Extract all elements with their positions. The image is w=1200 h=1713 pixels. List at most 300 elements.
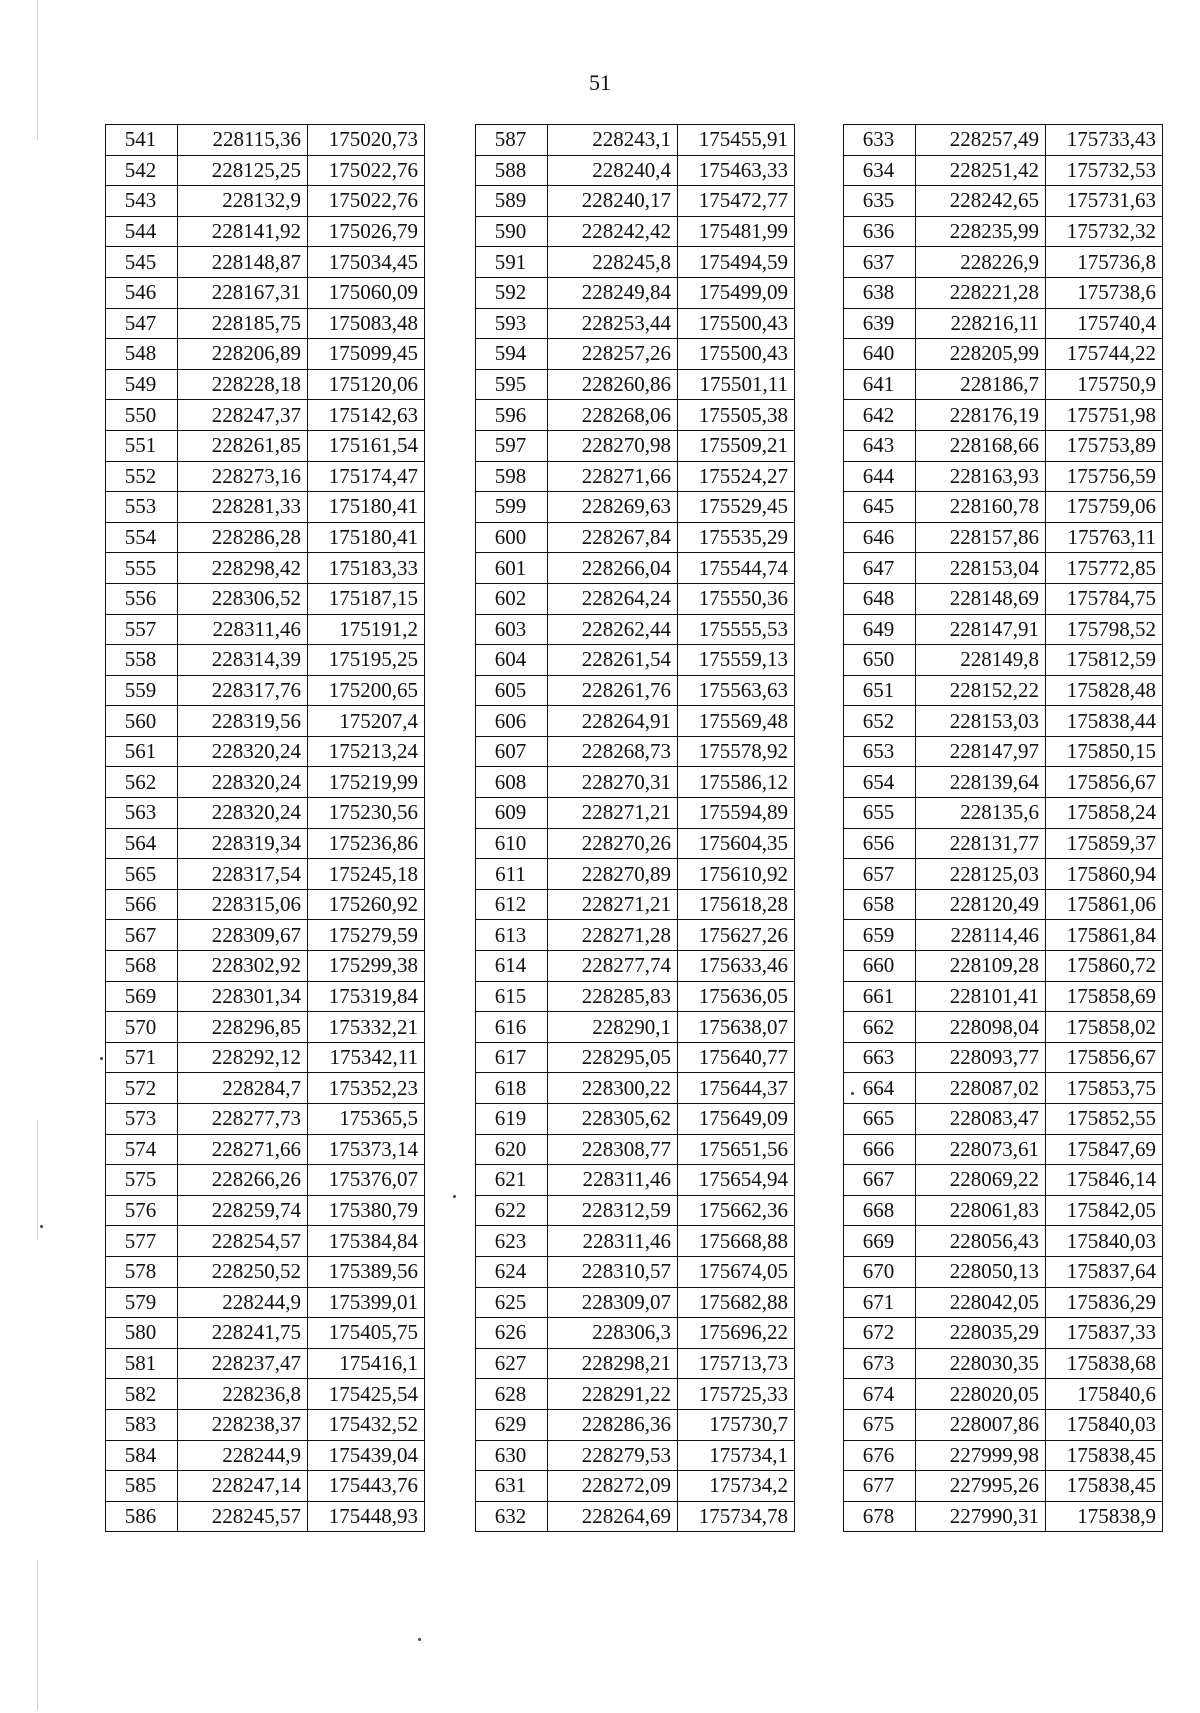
x-coordinate-cell: 228320,24 [178, 798, 308, 829]
x-coordinate-cell: 228301,34 [178, 981, 308, 1012]
point-number-cell: 650 [844, 645, 916, 676]
x-coordinate-cell: 228290,1 [548, 1012, 678, 1043]
point-number-cell: 604 [476, 645, 548, 676]
y-coordinate-cell: 175472,77 [678, 186, 795, 217]
point-number-cell: 662 [844, 1012, 916, 1043]
table-row [106, 155, 425, 186]
x-coordinate-cell: 228050,13 [916, 1256, 1046, 1287]
y-coordinate-cell: 175563,63 [678, 675, 795, 706]
point-number-cell: 664 [844, 1073, 916, 1104]
x-coordinate-cell: 227995,26 [916, 1471, 1046, 1502]
table-row [476, 1012, 795, 1043]
table-row [844, 339, 1163, 370]
x-coordinate-cell: 228243,1 [548, 125, 678, 156]
y-coordinate-cell: 175279,59 [308, 920, 425, 951]
x-coordinate-cell: 228310,57 [548, 1256, 678, 1287]
y-coordinate-cell: 175332,21 [308, 1012, 425, 1043]
point-number-cell: 566 [106, 889, 178, 920]
point-number-cell: 578 [106, 1256, 178, 1287]
x-coordinate-cell: 228235,99 [916, 216, 1046, 247]
point-number-cell: 587 [476, 125, 548, 156]
table-row [844, 186, 1163, 217]
y-coordinate-cell: 175213,24 [308, 736, 425, 767]
table-row [476, 522, 795, 553]
y-coordinate-cell: 175200,65 [308, 675, 425, 706]
x-coordinate-cell: 228228,18 [178, 369, 308, 400]
point-number-cell: 581 [106, 1348, 178, 1379]
y-coordinate-cell: 175183,33 [308, 553, 425, 584]
y-coordinate-cell: 175022,76 [308, 186, 425, 217]
table-row [476, 1501, 795, 1532]
point-number-cell: 556 [106, 583, 178, 614]
y-coordinate-cell: 175736,8 [1046, 247, 1163, 278]
point-number-cell: 633 [844, 125, 916, 156]
table-row [844, 1440, 1163, 1471]
y-coordinate-cell: 175840,03 [1046, 1409, 1163, 1440]
point-number-cell: 600 [476, 522, 548, 553]
point-number-cell: 626 [476, 1318, 548, 1349]
point-number-cell: 671 [844, 1287, 916, 1318]
table-row [106, 736, 425, 767]
table-row [106, 369, 425, 400]
x-coordinate-cell: 228281,33 [178, 492, 308, 523]
x-coordinate-cell: 228292,12 [178, 1042, 308, 1073]
table-row [476, 155, 795, 186]
x-coordinate-cell: 228242,42 [548, 216, 678, 247]
x-coordinate-cell: 228221,28 [916, 277, 1046, 308]
y-coordinate-cell: 175384,84 [308, 1226, 425, 1257]
x-coordinate-cell: 228141,92 [178, 216, 308, 247]
y-coordinate-cell: 175342,11 [308, 1042, 425, 1073]
point-number-cell: 565 [106, 859, 178, 890]
y-coordinate-cell: 175858,24 [1046, 798, 1163, 829]
table-row [106, 492, 425, 523]
y-coordinate-cell: 175850,15 [1046, 736, 1163, 767]
point-number-cell: 541 [106, 125, 178, 156]
point-number-cell: 669 [844, 1226, 916, 1257]
x-coordinate-cell: 228259,74 [178, 1195, 308, 1226]
point-number-cell: 649 [844, 614, 916, 645]
point-number-cell: 666 [844, 1134, 916, 1165]
x-coordinate-cell: 228286,36 [548, 1409, 678, 1440]
x-coordinate-cell: 228291,22 [548, 1379, 678, 1410]
point-number-cell: 583 [106, 1409, 178, 1440]
table-row [476, 1195, 795, 1226]
y-coordinate-cell: 175399,01 [308, 1287, 425, 1318]
y-coordinate-cell: 175501,11 [678, 369, 795, 400]
y-coordinate-cell: 175195,25 [308, 645, 425, 676]
y-coordinate-cell: 175099,45 [308, 339, 425, 370]
point-number-cell: 543 [106, 186, 178, 217]
table-row [844, 1379, 1163, 1410]
x-coordinate-cell: 228149,8 [916, 645, 1046, 676]
x-coordinate-cell: 228271,66 [178, 1134, 308, 1165]
x-coordinate-cell: 227999,98 [916, 1440, 1046, 1471]
point-number-cell: 602 [476, 583, 548, 614]
point-number-cell: 558 [106, 645, 178, 676]
point-number-cell: 593 [476, 308, 548, 339]
y-coordinate-cell: 175696,22 [678, 1318, 795, 1349]
point-number-cell: 577 [106, 1226, 178, 1257]
y-coordinate-cell: 175083,48 [308, 308, 425, 339]
table-row [476, 583, 795, 614]
point-number-cell: 645 [844, 492, 916, 523]
scan-speck [100, 1057, 103, 1060]
y-coordinate-cell: 175852,55 [1046, 1104, 1163, 1135]
point-number-cell: 641 [844, 369, 916, 400]
point-number-cell: 545 [106, 247, 178, 278]
x-coordinate-cell: 228306,52 [178, 583, 308, 614]
x-coordinate-cell: 228030,35 [916, 1348, 1046, 1379]
table-row [476, 1042, 795, 1073]
y-coordinate-cell: 175191,2 [308, 614, 425, 645]
y-coordinate-cell: 175856,67 [1046, 767, 1163, 798]
x-coordinate-cell: 228319,56 [178, 706, 308, 737]
table-row [106, 1471, 425, 1502]
point-number-cell: 656 [844, 828, 916, 859]
table-row [844, 951, 1163, 982]
x-coordinate-cell: 228264,24 [548, 583, 678, 614]
y-coordinate-cell: 175784,75 [1046, 583, 1163, 614]
table-row [106, 1440, 425, 1471]
y-coordinate-cell: 175858,69 [1046, 981, 1163, 1012]
table-row [106, 1348, 425, 1379]
point-number-cell: 549 [106, 369, 178, 400]
point-number-cell: 638 [844, 277, 916, 308]
point-number-cell: 552 [106, 461, 178, 492]
y-coordinate-cell: 175594,89 [678, 798, 795, 829]
point-number-cell: 627 [476, 1348, 548, 1379]
y-coordinate-cell: 175861,06 [1046, 889, 1163, 920]
point-number-cell: 622 [476, 1195, 548, 1226]
y-coordinate-cell: 175713,73 [678, 1348, 795, 1379]
x-coordinate-cell: 228042,05 [916, 1287, 1046, 1318]
table-row [476, 1073, 795, 1104]
table-row [844, 369, 1163, 400]
point-number-cell: 639 [844, 308, 916, 339]
x-coordinate-cell: 228101,41 [916, 981, 1046, 1012]
y-coordinate-cell: 175838,45 [1046, 1471, 1163, 1502]
table-row [844, 981, 1163, 1012]
y-coordinate-cell: 175448,93 [308, 1501, 425, 1532]
x-coordinate-cell: 228244,9 [178, 1287, 308, 1318]
table-row [476, 216, 795, 247]
point-number-cell: 599 [476, 492, 548, 523]
table-row [106, 1287, 425, 1318]
y-coordinate-cell: 175828,48 [1046, 675, 1163, 706]
point-number-cell: 591 [476, 247, 548, 278]
y-coordinate-cell: 175569,48 [678, 706, 795, 737]
table-row [106, 1012, 425, 1043]
table-row [844, 828, 1163, 859]
table-row [106, 1318, 425, 1349]
scan-speck [418, 1638, 421, 1641]
y-coordinate-cell: 175559,13 [678, 645, 795, 676]
x-coordinate-cell: 228147,91 [916, 614, 1046, 645]
table-row [106, 981, 425, 1012]
y-coordinate-cell: 175682,88 [678, 1287, 795, 1318]
table-row [106, 1226, 425, 1257]
x-coordinate-cell: 228069,22 [916, 1165, 1046, 1196]
y-coordinate-cell: 175610,92 [678, 859, 795, 890]
y-coordinate-cell: 175463,33 [678, 155, 795, 186]
point-number-cell: 657 [844, 859, 916, 890]
table-row [844, 675, 1163, 706]
table-row [476, 1104, 795, 1135]
x-coordinate-cell: 228305,62 [548, 1104, 678, 1135]
y-coordinate-cell: 175861,84 [1046, 920, 1163, 951]
table-row [106, 400, 425, 431]
x-coordinate-cell: 228264,69 [548, 1501, 678, 1532]
x-coordinate-cell: 228148,69 [916, 583, 1046, 614]
y-coordinate-cell: 175838,45 [1046, 1440, 1163, 1471]
table-row [844, 1012, 1163, 1043]
point-number-cell: 677 [844, 1471, 916, 1502]
x-coordinate-cell: 228061,83 [916, 1195, 1046, 1226]
table-row [844, 1256, 1163, 1287]
table-row [106, 308, 425, 339]
x-coordinate-cell: 228253,44 [548, 308, 678, 339]
x-coordinate-cell: 228168,66 [916, 430, 1046, 461]
point-number-cell: 646 [844, 522, 916, 553]
point-number-cell: 654 [844, 767, 916, 798]
point-number-cell: 653 [844, 736, 916, 767]
y-coordinate-cell: 175763,11 [1046, 522, 1163, 553]
y-coordinate-cell: 175734,1 [678, 1440, 795, 1471]
y-coordinate-cell: 175425,54 [308, 1379, 425, 1410]
point-number-cell: 647 [844, 553, 916, 584]
table-row [844, 736, 1163, 767]
y-coordinate-cell: 175750,9 [1046, 369, 1163, 400]
x-coordinate-cell: 228319,34 [178, 828, 308, 859]
table-row [106, 706, 425, 737]
y-coordinate-cell: 175219,99 [308, 767, 425, 798]
y-coordinate-cell: 175837,33 [1046, 1318, 1163, 1349]
table-row [106, 339, 425, 370]
table-row [844, 1195, 1163, 1226]
point-number-cell: 589 [476, 186, 548, 217]
x-coordinate-cell: 228320,24 [178, 736, 308, 767]
table-row [106, 1256, 425, 1287]
x-coordinate-cell: 228160,78 [916, 492, 1046, 523]
point-number-cell: 580 [106, 1318, 178, 1349]
y-coordinate-cell: 175180,41 [308, 522, 425, 553]
table-row [476, 614, 795, 645]
x-coordinate-cell: 228251,42 [916, 155, 1046, 186]
x-coordinate-cell: 228226,9 [916, 247, 1046, 278]
x-coordinate-cell: 228152,22 [916, 675, 1046, 706]
point-number-cell: 609 [476, 798, 548, 829]
x-coordinate-cell: 228266,26 [178, 1165, 308, 1196]
y-coordinate-cell: 175856,67 [1046, 1042, 1163, 1073]
point-number-cell: 546 [106, 277, 178, 308]
x-coordinate-cell: 228206,89 [178, 339, 308, 370]
table-row [476, 1379, 795, 1410]
table-row [476, 1440, 795, 1471]
table-row [476, 430, 795, 461]
y-coordinate-cell: 175840,6 [1046, 1379, 1163, 1410]
point-number-cell: 554 [106, 522, 178, 553]
y-coordinate-cell: 175731,63 [1046, 186, 1163, 217]
table-row [106, 125, 425, 156]
y-coordinate-cell: 175230,56 [308, 798, 425, 829]
x-coordinate-cell: 228148,87 [178, 247, 308, 278]
point-number-cell: 608 [476, 767, 548, 798]
table-row [476, 1134, 795, 1165]
x-coordinate-cell: 228153,04 [916, 553, 1046, 584]
table-row [476, 706, 795, 737]
point-number-cell: 648 [844, 583, 916, 614]
point-number-cell: 585 [106, 1471, 178, 1502]
table-row [844, 216, 1163, 247]
point-number-cell: 551 [106, 430, 178, 461]
point-number-cell: 571 [106, 1042, 178, 1073]
point-number-cell: 553 [106, 492, 178, 523]
point-number-cell: 637 [844, 247, 916, 278]
y-coordinate-cell: 175860,72 [1046, 951, 1163, 982]
table-row [844, 1134, 1163, 1165]
table-row [844, 1348, 1163, 1379]
table-row [844, 583, 1163, 614]
y-coordinate-cell: 175644,37 [678, 1073, 795, 1104]
x-coordinate-cell: 228147,97 [916, 736, 1046, 767]
point-number-cell: 611 [476, 859, 548, 890]
y-coordinate-cell: 175120,06 [308, 369, 425, 400]
table-row [106, 186, 425, 217]
x-coordinate-cell: 228284,7 [178, 1073, 308, 1104]
y-coordinate-cell: 175180,41 [308, 492, 425, 523]
table-row [844, 920, 1163, 951]
y-coordinate-cell: 175733,43 [1046, 125, 1163, 156]
x-coordinate-cell: 228132,9 [178, 186, 308, 217]
x-coordinate-cell: 228007,86 [916, 1409, 1046, 1440]
y-coordinate-cell: 175207,4 [308, 706, 425, 737]
x-coordinate-cell: 228120,49 [916, 889, 1046, 920]
point-number-cell: 572 [106, 1073, 178, 1104]
point-number-cell: 632 [476, 1501, 548, 1532]
point-number-cell: 674 [844, 1379, 916, 1410]
point-number-cell: 610 [476, 828, 548, 859]
table-row [476, 125, 795, 156]
table-row [844, 155, 1163, 186]
x-coordinate-cell: 228268,73 [548, 736, 678, 767]
x-coordinate-cell: 228242,65 [916, 186, 1046, 217]
page-number: 51 [589, 70, 611, 95]
y-coordinate-cell: 175759,06 [1046, 492, 1163, 523]
table-row [106, 889, 425, 920]
table-row [476, 889, 795, 920]
x-coordinate-cell: 228109,28 [916, 951, 1046, 982]
y-coordinate-cell: 175636,05 [678, 981, 795, 1012]
x-coordinate-cell: 228114,46 [916, 920, 1046, 951]
table-row [106, 461, 425, 492]
y-coordinate-cell: 175633,46 [678, 951, 795, 982]
x-coordinate-cell: 228115,36 [178, 125, 308, 156]
table-row [106, 859, 425, 890]
x-coordinate-cell: 228269,63 [548, 492, 678, 523]
coordinate-table-3 [843, 124, 1163, 1532]
table-row [106, 430, 425, 461]
x-coordinate-cell: 228271,28 [548, 920, 678, 951]
table-row [106, 247, 425, 278]
y-coordinate-cell: 175509,21 [678, 430, 795, 461]
point-number-cell: 582 [106, 1379, 178, 1410]
x-coordinate-cell: 228268,06 [548, 400, 678, 431]
y-coordinate-cell: 175455,91 [678, 125, 795, 156]
x-coordinate-cell: 228270,26 [548, 828, 678, 859]
point-number-cell: 579 [106, 1287, 178, 1318]
x-coordinate-cell: 228020,05 [916, 1379, 1046, 1410]
y-coordinate-cell: 175853,75 [1046, 1073, 1163, 1104]
x-coordinate-cell: 228245,57 [178, 1501, 308, 1532]
table-row [476, 1226, 795, 1257]
y-coordinate-cell: 175236,86 [308, 828, 425, 859]
table-row [106, 1134, 425, 1165]
x-coordinate-cell: 228270,31 [548, 767, 678, 798]
y-coordinate-cell: 175732,32 [1046, 216, 1163, 247]
table-row [844, 889, 1163, 920]
x-coordinate-cell: 228267,84 [548, 522, 678, 553]
table-row [106, 1073, 425, 1104]
table-row [476, 186, 795, 217]
x-coordinate-cell: 228205,99 [916, 339, 1046, 370]
table-row [106, 1501, 425, 1532]
y-coordinate-cell: 175187,15 [308, 583, 425, 614]
table-row [106, 645, 425, 676]
y-coordinate-cell: 175260,92 [308, 889, 425, 920]
x-coordinate-cell: 228264,91 [548, 706, 678, 737]
x-coordinate-cell: 228131,77 [916, 828, 1046, 859]
y-coordinate-cell: 175432,52 [308, 1409, 425, 1440]
point-number-cell: 640 [844, 339, 916, 370]
y-coordinate-cell: 175494,59 [678, 247, 795, 278]
table-row [106, 1379, 425, 1410]
x-coordinate-cell: 228270,98 [548, 430, 678, 461]
point-number-cell: 557 [106, 614, 178, 645]
point-number-cell: 613 [476, 920, 548, 951]
table-row [844, 1287, 1163, 1318]
scan-speck [40, 1225, 43, 1228]
x-coordinate-cell: 228056,43 [916, 1226, 1046, 1257]
point-number-cell: 595 [476, 369, 548, 400]
x-coordinate-cell: 228279,53 [548, 1440, 678, 1471]
point-number-cell: 624 [476, 1256, 548, 1287]
y-coordinate-cell: 175380,79 [308, 1195, 425, 1226]
table-row [844, 798, 1163, 829]
y-coordinate-cell: 175846,14 [1046, 1165, 1163, 1196]
table-row [106, 1042, 425, 1073]
point-number-cell: 568 [106, 951, 178, 982]
point-number-cell: 628 [476, 1379, 548, 1410]
point-number-cell: 629 [476, 1409, 548, 1440]
point-number-cell: 605 [476, 675, 548, 706]
x-coordinate-cell: 228176,19 [916, 400, 1046, 431]
point-number-cell: 614 [476, 951, 548, 982]
table-row [476, 1287, 795, 1318]
table-row [106, 583, 425, 614]
y-coordinate-cell: 175627,26 [678, 920, 795, 951]
point-number-cell: 596 [476, 400, 548, 431]
x-coordinate-cell: 228261,54 [548, 645, 678, 676]
x-coordinate-cell: 228296,85 [178, 1012, 308, 1043]
point-number-cell: 642 [844, 400, 916, 431]
y-coordinate-cell: 175550,36 [678, 583, 795, 614]
x-coordinate-cell: 228273,16 [178, 461, 308, 492]
point-number-cell: 630 [476, 1440, 548, 1471]
point-number-cell: 672 [844, 1318, 916, 1349]
point-number-cell: 544 [106, 216, 178, 247]
table-row [106, 951, 425, 982]
